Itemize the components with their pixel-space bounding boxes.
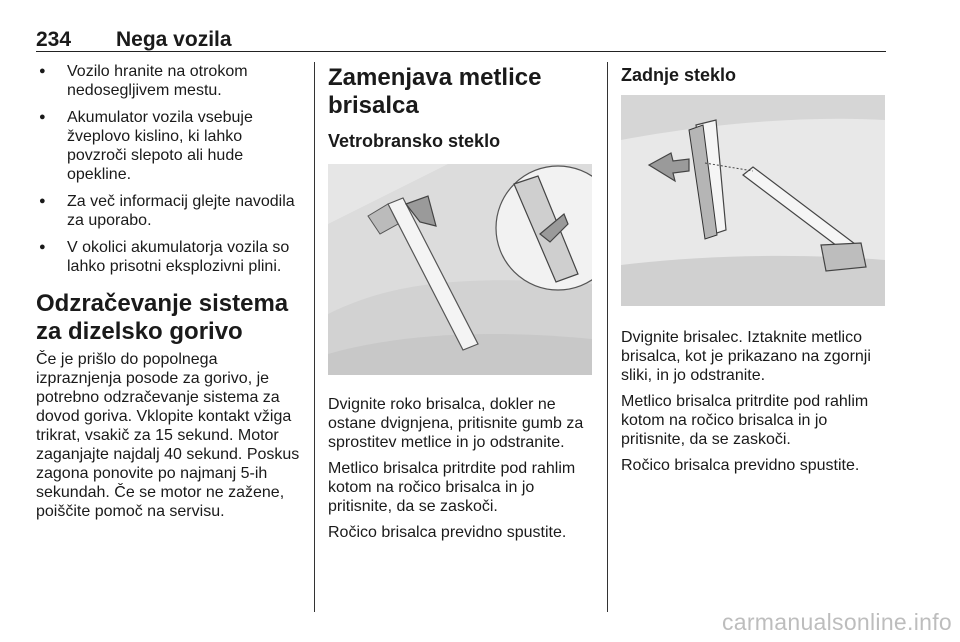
watermark: carmanualsonline.info [721, 609, 952, 635]
page-header [36, 8, 886, 52]
bullet-list [36, 62, 304, 276]
instruction-text: Metlico brisalca pritrdite pod rahlim kotom na ročico brisalca in jo pritisnite, da se zaskoči. [621, 393, 869, 448]
instruction-text: Dvignite brisalec. Iztaknite metlico brisalca, kot je prikazano na zgornji sliki, in jo odstranite. [621, 329, 871, 384]
column-left [36, 62, 304, 521]
section-heading: Odzračevanje sistema za dizelsko gorivo [36, 290, 289, 345]
list-item: ● Akumulator vozila vsebuje žveplovo kislino, ki lahko povzroči slepoto ali hude opekline. [36, 108, 304, 184]
instruction-text: Dvignite roko brisalca, dokler ne ostane dvignjena, pritisnite gumb za sprostitev metlice in jo odstranite. [328, 396, 584, 451]
page-title: Nega vozila [116, 28, 232, 51]
column-divider [314, 62, 315, 612]
section-text: Če je prišlo do popolnega izpraznjenja posode za gorivo, je potrebno odzračevanje sistema za dovod goriva. Vklopite kontakt vžiga trikrat, vsakič za 15 sekund. Motor zaganjajte najdalj 40 sekund. Poskus zagona ponovite po najmanj 5-ih sekundah. Če se motor ne zažene, poiščite pomoč na servisu. [36, 351, 300, 520]
list-item: ● V okolici akumulatorja vozila so lahko prisotni eksplozivni plini. [36, 238, 304, 276]
section-heading: Zamenjava metlice brisalca [328, 64, 542, 119]
instruction-text: Ročico brisalca previdno spustite. [328, 524, 567, 541]
subsection-heading: Vetrobransko steklo [328, 131, 501, 151]
windshield-wiper-illustration [328, 164, 592, 375]
list-item: ● Vozilo hranite na otrokom nedosegljivem mestu. [36, 62, 304, 100]
column-divider [607, 62, 608, 612]
column-middle [328, 62, 596, 549]
page-number: 234 [36, 28, 72, 51]
rear-wiper-illustration [621, 95, 885, 306]
list-item: ● Za več informacij glejte navodila za uporabo. [36, 192, 304, 230]
subsection-heading: Zadnje steklo [621, 65, 737, 85]
column-right [621, 62, 886, 482]
instruction-text: Ročico brisalca previdno spustite. [621, 457, 860, 474]
instruction-text: Metlico brisalca pritrdite pod rahlim kotom na ročico brisalca in jo pritisnite, da se zaskoči. [328, 460, 576, 515]
